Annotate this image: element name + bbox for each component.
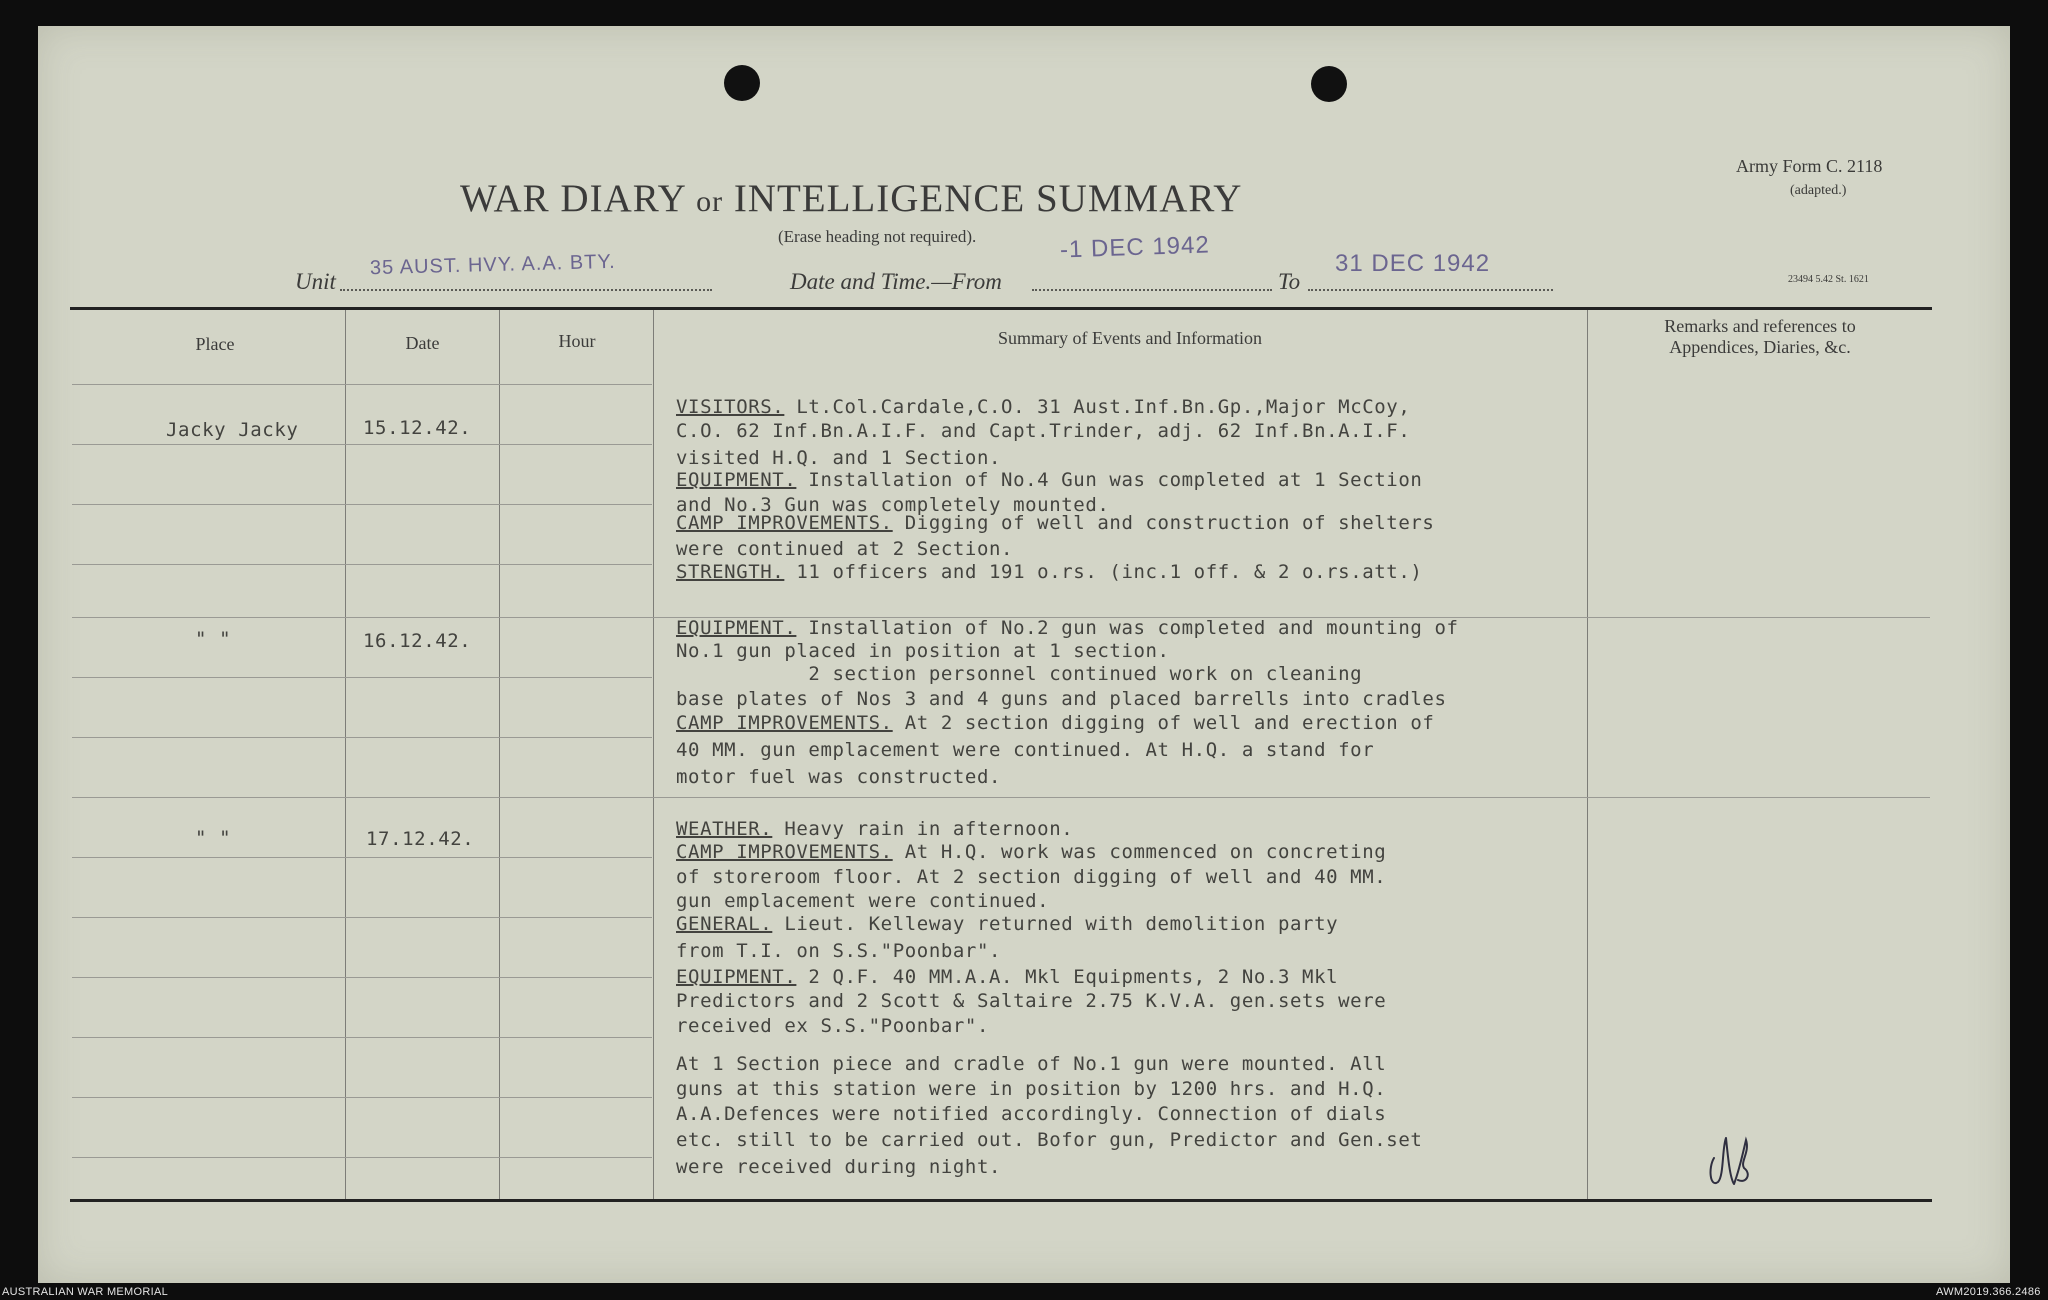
- entry-text: At 2 section digging of well and erection of: [892, 712, 1435, 734]
- entry-line: from T.I. on S.S."Poonbar".: [676, 940, 1002, 962]
- entry-heading: STRENGTH.: [676, 561, 785, 583]
- from-date-stamp: -1 DEC 1942: [1059, 231, 1211, 264]
- row-rule: [72, 564, 652, 565]
- column-header-summary: Summary of Events and Information: [998, 328, 1262, 348]
- row-rule: [72, 384, 652, 385]
- entry-heading: EQUIPMENT.: [676, 469, 797, 491]
- army-form-number: Army Form C. 2118: [1736, 156, 1883, 176]
- entry-line: visited H.Q. and 1 Section.: [676, 447, 1002, 469]
- row-rule: [72, 797, 1930, 798]
- unit-dotted-line: [340, 289, 712, 291]
- entry-line: guns at this station were in position by 1200 hrs. and H.Q.: [676, 1078, 1387, 1100]
- table-top-rule: [70, 307, 1932, 310]
- punch-hole-right: [1311, 66, 1347, 102]
- entry-text: Lt.Col.Cardale,C.O. 31 Aust.Inf.Bn.Gp.,Major McCoy,: [784, 396, 1411, 418]
- entry-line: 2 section personnel continued work on cleaning: [676, 663, 1363, 685]
- entry-heading: CAMP IMPROVEMENTS.: [676, 841, 893, 863]
- title-or: or: [696, 185, 724, 218]
- entry-heading: EQUIPMENT.: [676, 617, 797, 639]
- entry-date: 15.12.42.: [363, 417, 472, 439]
- entry-line: No.1 gun placed in position at 1 section.: [676, 640, 1170, 662]
- entry-text: Digging of well and construction of shelters: [892, 512, 1435, 534]
- row-rule: [72, 1097, 652, 1098]
- entry-text: 2 Q.F. 40 MM.A.A. Mkl Equipments, 2 No.3 Mkl: [796, 966, 1339, 988]
- entry-heading: CAMP IMPROVEMENTS.: [676, 512, 893, 534]
- entry-line: 40 MM. gun emplacement were continued. At H.Q. a stand for: [676, 739, 1375, 761]
- entry-text: Installation of No.2 gun was completed and mounting of: [796, 617, 1459, 639]
- column-divider-hour: [653, 310, 654, 1199]
- entry-line: gun emplacement were continued.: [676, 890, 1050, 912]
- column-divider-summary: [1587, 310, 1588, 1199]
- entry-line: [676, 512, 1434, 534]
- entry-line: and No.3 Gun was completely mounted.: [676, 494, 1110, 516]
- handwritten-initials: [1700, 1118, 1760, 1198]
- entry-place: " ": [195, 628, 232, 650]
- title-war-diary: WAR DIARY: [460, 177, 686, 220]
- table-bottom-rule: [70, 1199, 1932, 1202]
- page-title: [460, 176, 1340, 221]
- entry-line: etc. still to be carried out. Bofor gun, Predictor and Gen.set: [676, 1129, 1423, 1151]
- title-subtitle: (Erase heading not required).: [778, 227, 977, 246]
- from-dotted-line: [1032, 289, 1272, 291]
- footer-accession-number: AWM2019.366.2486: [1936, 1286, 2041, 1298]
- to-label: To: [1278, 269, 1301, 294]
- entry-line: [676, 561, 1422, 583]
- column-header-remarks-line2: Appendices, Diaries, &c.: [1669, 337, 1851, 357]
- row-rule: [72, 1157, 652, 1158]
- entry-line: Predictors and 2 Scott & Saltaire 2.75 K.V.A. gen.sets were: [676, 990, 1387, 1012]
- entry-line: At 1 Section piece and cradle of No.1 gun were mounted. All: [676, 1053, 1387, 1075]
- entry-line: C.O. 62 Inf.Bn.A.I.F. and Capt.Trinder, adj. 62 Inf.Bn.A.I.F.: [676, 420, 1411, 442]
- row-rule: [72, 444, 652, 445]
- entry-line: [676, 966, 1338, 988]
- column-header-date: Date: [405, 333, 440, 353]
- entry-line: motor fuel was constructed.: [676, 766, 1002, 788]
- entry-line: [676, 469, 1422, 491]
- entry-date: 17.12.42.: [366, 828, 475, 850]
- entry-line: of storeroom floor. At 2 section digging of well and 40 MM.: [676, 866, 1387, 888]
- entry-place: Jacky Jacky: [166, 419, 299, 441]
- form-adapted-note: (adapted.): [1790, 183, 1847, 198]
- entry-line: A.A.Defences were notified accordingly. Connection of dials: [676, 1103, 1387, 1125]
- row-rule: [72, 917, 652, 918]
- entry-line: [676, 913, 1338, 935]
- entry-heading: VISITORS.: [676, 396, 785, 418]
- to-date-stamp: 31 DEC 1942: [1335, 250, 1491, 277]
- entry-text: Heavy rain in afternoon.: [772, 818, 1074, 840]
- punch-hole-left: [724, 65, 760, 101]
- entry-line: [676, 617, 1459, 639]
- date-time-label: Date and Time.—From: [790, 269, 1002, 294]
- entry-line: base plates of Nos 3 and 4 guns and placed barrells into cradles: [676, 688, 1447, 710]
- print-code: 23494 5.42 St. 1621: [1788, 274, 1869, 285]
- entry-line: [676, 712, 1434, 734]
- entry-line: received ex S.S."Poonbar".: [676, 1015, 990, 1037]
- entry-line: [676, 841, 1386, 863]
- row-rule: [72, 504, 652, 505]
- entry-date: 16.12.42.: [363, 630, 472, 652]
- row-rule: [72, 1037, 652, 1038]
- entry-line: were continued at 2 Section.: [676, 538, 1014, 560]
- to-dotted-line: [1308, 289, 1553, 291]
- entry-heading: EQUIPMENT.: [676, 966, 797, 988]
- entry-text: Installation of No.4 Gun was completed at 1 Section: [796, 469, 1423, 491]
- entry-text: At H.Q. work was commenced on concreting: [892, 841, 1387, 863]
- column-header-place: Place: [195, 334, 235, 354]
- entry-heading: WEATHER.: [676, 818, 773, 840]
- title-intelligence-summary: INTELLIGENCE SUMMARY: [733, 177, 1243, 220]
- entry-heading: CAMP IMPROVEMENTS.: [676, 712, 893, 734]
- entry-line: were received during night.: [676, 1156, 1002, 1178]
- row-rule: [72, 737, 652, 738]
- row-rule: [72, 977, 652, 978]
- entry-line: [676, 818, 1073, 840]
- column-header-remarks-line1: Remarks and references to: [1664, 316, 1856, 336]
- footer-archive-name: AUSTRALIAN WAR MEMORIAL: [2, 1286, 169, 1298]
- row-rule: [72, 857, 652, 858]
- entry-line: [676, 396, 1410, 418]
- entry-text: Lieut. Kelleway returned with demolition party: [772, 913, 1339, 935]
- unit-label: Unit: [295, 269, 336, 294]
- entry-text: 11 officers and 191 o.rs. (inc.1 off. & 2 o.rs.att.): [784, 561, 1423, 583]
- column-header-hour: Hour: [558, 331, 596, 351]
- entry-heading: GENERAL.: [676, 913, 773, 935]
- unit-stamp: 35 AUST. HVY. A.A. BTY.: [369, 250, 616, 280]
- entry-place: " ": [195, 827, 232, 849]
- row-rule: [72, 677, 652, 678]
